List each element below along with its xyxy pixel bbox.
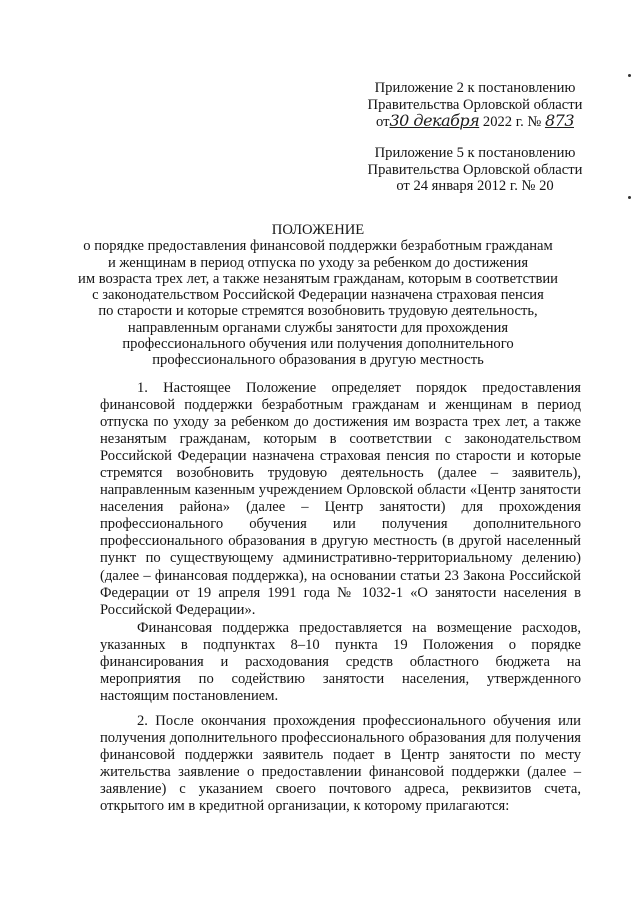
- title-line: с законодательством Российской Федерации назначена страховая пенсия: [92, 287, 544, 304]
- body-paragraph-1: [100, 380, 581, 619]
- annex-2-line2: Правительства Орловской области: [367, 96, 583, 113]
- body-paragraph-3: [100, 713, 581, 815]
- title-line: и женщинам в период отпуска по уходу за ребенком до достижения: [107, 254, 529, 271]
- title-line: по старости и которые стремятся возобновить трудовую деятельность,: [98, 303, 538, 320]
- title-heading: ПОЛОЖЕНИЕ: [271, 222, 365, 238]
- annex-2-date-suffix: 2022 г. №: [482, 114, 542, 130]
- document-title: [0, 222, 636, 369]
- handwritten-number: 873: [544, 111, 574, 130]
- annex-2-header: [355, 80, 595, 131]
- title-line: направленным органами службы занятости для прохождения: [127, 319, 509, 336]
- annex-5-line2: Правительства Орловской области: [367, 161, 583, 178]
- annex-5-line1: Приложение 5 к постановлению: [374, 145, 576, 161]
- body-paragraph-2: [100, 620, 581, 705]
- title-line: профессионального образования в другую местность: [152, 352, 484, 369]
- paragraph-text: 2. После окончания прохождения профессионального обучения или получения дополнительного профессионального образования для получения финансовой поддержки заявитель подает в Центр занятости по месту жительства заявление о предоставлении финансовой поддержки (далее – заявление) с указанием своего почтового адреса, реквизитов счета, открытого им в кредитной организации, к которому прилагаются:: [100, 713, 581, 815]
- handwritten-date: 30 декабря: [389, 111, 480, 130]
- paragraph-text: 1. Настоящее Положение определяет порядок предоставления финансовой поддержки безработным гражданам и женщинам в период отпуска по уходу за ребенком до достижения им возраста трех лет, а также незанятым гражданам, которым в соответствии с законодательством Российской Федерации назначена страховая пенсия по старости и которые стремятся возобновить трудовую деятельность (далее – заявитель), направленным казенным учреждением Орловской области «Центр занятости населения района» (далее – Центр занятости) для прохождения профессионального обучения или получения дополнительного профессионального образования в другую местность (в другой населенный пункт по существующему административно-территориальному делению) (далее – финансовая поддержка), на основании статьи 23 Закона Российской Федерации от 19 апреля 1991 года № 1032-1 «О занятости населения в Российской Федерации».: [100, 380, 581, 618]
- annex-5-header: [355, 145, 595, 195]
- scan-speck: [628, 196, 631, 199]
- title-line: профессионального обучения или получения дополнительного: [122, 336, 514, 353]
- annex-5-line3: от 24 января 2012 г. № 20: [396, 178, 554, 194]
- annex-2-line1: Приложение 2 к постановлению: [374, 80, 576, 96]
- annex-2-date-line: [355, 113, 595, 131]
- scan-speck: [628, 74, 631, 77]
- annex-2-date-prefix: от: [376, 114, 390, 130]
- title-line: им возраста трех лет, а также незанятым гражданам, которым в соответствии: [78, 270, 558, 287]
- title-line: о порядке предоставления финансовой поддержки безработным гражданам: [83, 238, 553, 255]
- paragraph-text: Финансовая поддержка предоставляется на возмещение расходов, указанных в подпунктах 8–10 пункта 19 Положения о порядке финансирования и расходования средств областного бюджета на мероприятия по содействию занятости населения, утвержденного настоящим постановлением.: [100, 620, 581, 705]
